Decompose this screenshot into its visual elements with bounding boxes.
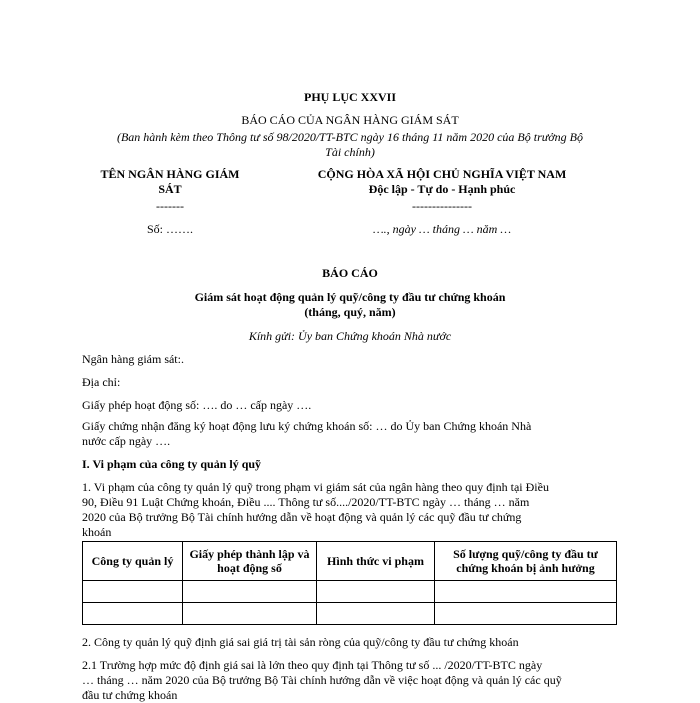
left-header-rule: -------	[156, 199, 184, 213]
appendix-title: PHỤ LỤC XXVII	[303, 90, 396, 104]
field-license: Giấy phép hoạt động số: …. do … cấp ngày ….	[82, 398, 312, 412]
appendix-note-line2: Tài chính)	[325, 145, 375, 159]
report-subtitle-line2: (tháng, quý, năm)	[304, 305, 396, 319]
section2-sub-line2: … tháng … năm 2020 của Bộ trưởng Bộ Tài chính hướng dẫn về việc hoạt động và quản lý các quỹ	[82, 673, 562, 687]
field-cert-line1: Giấy chứng nhận đăng ký hoạt động lưu ký chứng khoán số: … do Ủy ban Chứng khoán Nhà	[82, 419, 532, 433]
col-management-company: Công ty quản lý	[83, 542, 183, 581]
section2-sub-line3: đầu tư chứng khoán	[82, 688, 178, 702]
table-cell	[183, 603, 317, 625]
section2-sub-line1: 2.1 Trường hợp mức độ định giá sai là lớn theo quy định tại Thông tư số ... /2020/TT-BTC ngày	[82, 658, 543, 672]
col-affected-funds: Số lượng quỹ/công ty đầu tư chứng khoán bị ảnh hưởng	[435, 542, 617, 581]
table-cell	[317, 581, 435, 603]
table-cell	[183, 581, 317, 603]
col-violation-type: Hình thức vi phạm	[317, 542, 435, 581]
section1-para-line1: 1. Vi phạm của công ty quản lý quỹ trong phạm vi giám sát của ngân hàng theo quy định tại Điều	[82, 480, 549, 494]
right-header-rule: ---------------	[412, 199, 472, 213]
report-recipient: Kính gửi: Ủy ban Chứng khoán Nhà nước	[248, 329, 452, 343]
field-bank: Ngân hàng giám sát:.	[82, 352, 184, 366]
field-cert-line2: nước cấp ngày ….	[82, 434, 171, 448]
field-address: Địa chỉ:	[82, 375, 121, 389]
table-cell	[83, 581, 183, 603]
table-cell	[435, 581, 617, 603]
table-row	[83, 581, 617, 603]
section1-para-line3: 2020 của Bộ trưởng Bộ Tài chính hướng dẫn về hoạt động và quản lý các quỹ đầu tư chứng	[82, 510, 522, 524]
country-motto: Độc lập - Tự do - Hạnh phúc	[368, 182, 516, 196]
table-cell	[317, 603, 435, 625]
table-row	[83, 603, 617, 625]
table-cell	[435, 603, 617, 625]
bank-name-line2: SÁT	[158, 182, 182, 196]
appendix-note-line1: (Ban hành kèm theo Thông tư số 98/2020/TT-BTC ngày 16 tháng 11 năm 2020 của Bộ trưởng Bộ	[116, 130, 584, 144]
country-title: CỘNG HÒA XÃ HỘI CHỦ NGHĨA VIỆT NAM	[317, 167, 567, 181]
violations-table	[82, 541, 617, 625]
table-cell	[83, 603, 183, 625]
section1-para-line2: 90, Điều 91 Luật Chứng khoán, Điều .... Thông tư số..../2020/TT-BTC ngày … tháng … năm	[82, 495, 530, 509]
bank-name-line1: TÊN NGÂN HÀNG GIÁM	[100, 167, 240, 181]
section1-heading: I. Vi phạm của công ty quản lý quỹ	[82, 457, 262, 471]
section1-para-line4: khoán	[82, 525, 112, 539]
appendix-subtitle: BÁO CÁO CỦA NGÂN HÀNG GIÁM SÁT	[241, 113, 459, 127]
report-subtitle-line1: Giám sát hoạt động quản lý quỹ/công ty đầu tư chứng khoán	[194, 290, 506, 304]
section2-para: 2. Công ty quản lý quỹ định giá sai giá trị tài sản ròng của quỹ/công ty đầu tư chứng khoán	[82, 635, 519, 649]
report-title: BÁO CÁO	[322, 266, 378, 280]
document-date: …., ngày … tháng … năm …	[372, 222, 511, 236]
col-license-number: Giấy phép thành lập và hoạt động số	[183, 542, 317, 581]
document-number: Số: …….	[146, 222, 193, 236]
table-header-row	[83, 542, 617, 581]
